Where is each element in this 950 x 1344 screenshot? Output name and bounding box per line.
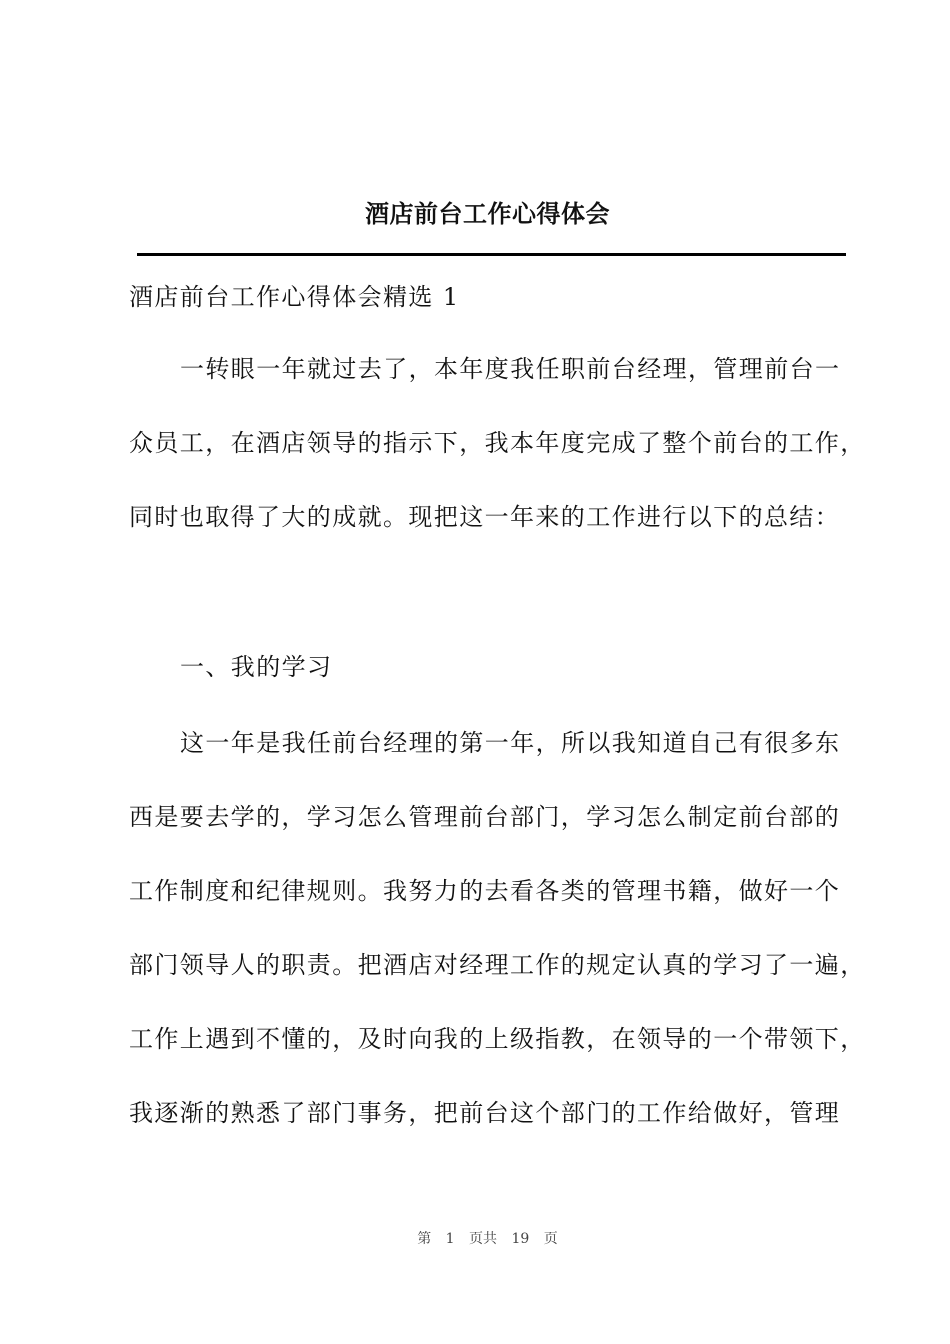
paragraph-line: 众员工，在酒店领导的指示下，我本年度完成了整个前台的工作，: [129, 429, 866, 457]
section-heading: 酒店前台工作心得体会精选 1: [129, 283, 460, 311]
paragraph-line: 我逐渐的熟悉了部门事务，把前台这个部门的工作给做好，管理: [129, 1099, 841, 1127]
paragraph-line: 一转眼一年就过去了，本年度我任职前台经理，管理前台一: [180, 355, 841, 383]
document-title: 酒店前台工作心得体会: [365, 199, 610, 228]
page-number-footer: 第 1 页共 19 页: [417, 1231, 558, 1247]
paragraph-line: 部门领导人的职责。把酒店对经理工作的规定认真的学习了一遍，: [129, 951, 866, 979]
paragraph-line: 工作制度和纪律规则。我努力的去看各类的管理书籍，做好一个: [129, 877, 841, 905]
subsection-heading: 一、我的学习: [180, 653, 333, 681]
paragraph-line: 工作上遇到不懂的，及时向我的上级指教，在领导的一个带领下，: [129, 1025, 866, 1053]
paragraph-line: 这一年是我任前台经理的第一年，所以我知道自己有很多东: [180, 729, 841, 757]
paragraph-line: 西是要去学的，学习怎么管理前台部门，学习怎么制定前台部的: [129, 803, 841, 831]
title-rule: [137, 253, 846, 256]
paragraph-line: 同时也取得了大的成就。现把这一年来的工作进行以下的总结：: [129, 503, 841, 531]
